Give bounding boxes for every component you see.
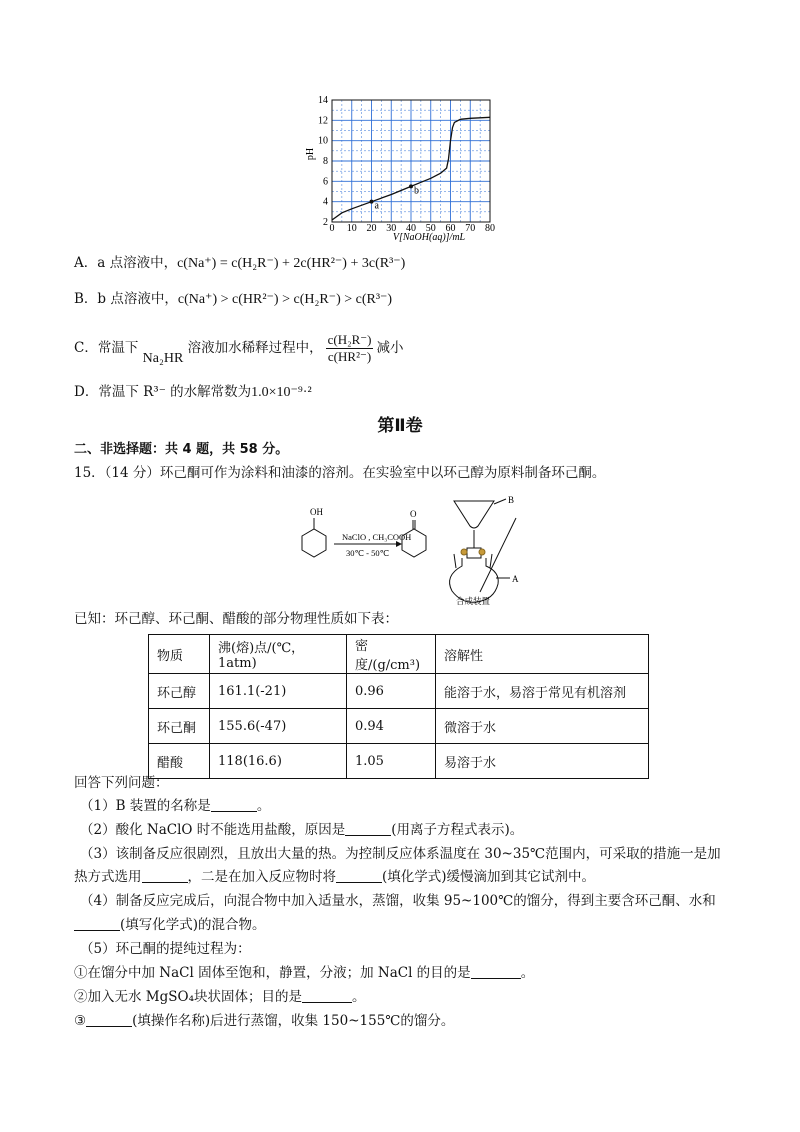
titration-chart (296, 92, 500, 244)
chart-points (370, 184, 420, 211)
answer-blank[interactable] (86, 1012, 132, 1027)
table-cell: 0.96 (347, 674, 436, 709)
table-cell: 环己醇 (149, 674, 210, 709)
fraction-numerator: c(H₂R⁻) (327, 332, 372, 347)
x-tick-label: 70 (465, 223, 476, 234)
y-tick-label: 6 (323, 176, 328, 188)
apparatus-caption: 合成装置 (456, 597, 491, 606)
option-d-label: D．常温下 R³⁻ 的水解常数为 (74, 384, 252, 400)
x-tick-label: 60 (445, 223, 456, 234)
table-cell: 1.05 (347, 744, 436, 779)
table-header-cell: 溶解性 (436, 635, 649, 674)
section-subtitle: 二、非选择题：共 4 题，共 58 分。 (74, 442, 289, 457)
answer-blank[interactable] (211, 797, 257, 812)
question-2-text: （2）酸化 NaClO 时不能选用盐酸，原因是 (80, 822, 346, 838)
option-c-fraction (326, 332, 374, 365)
x-tick-label: 0 (329, 223, 335, 234)
table-row (149, 744, 649, 779)
point-b (409, 184, 413, 188)
y-tick-label: 8 (323, 156, 328, 167)
option-a-formula: c(Na⁺) = c(H₂R⁻) + 2c(HR²⁻) + 3c(R³⁻) (177, 256, 406, 271)
point-label-b: b (414, 185, 419, 197)
synthesis-apparatus (450, 499, 516, 602)
option-b-formula: c(Na⁺) > c(HR²⁻) > c(H₂R⁻) > c(R³⁻) (177, 292, 393, 307)
x-tick-label: 30 (386, 223, 397, 234)
chart-ylabel: pH (305, 147, 316, 161)
step-1-end: 。 (520, 965, 535, 981)
fraction-denominator: c(HR²⁻) (327, 349, 372, 364)
table-cell: 醋酸 (149, 744, 210, 779)
table-cell: 0.94 (347, 709, 436, 744)
table-cell: 161.1(-21) (210, 674, 347, 709)
section-title: 第Ⅱ卷 (377, 416, 423, 436)
y-tick-label: 4 (323, 196, 328, 208)
question-3-text-2: ，二是在加入反应物时将 (187, 869, 336, 885)
step-2 (74, 987, 365, 1007)
answer-blank[interactable] (345, 821, 391, 836)
question-4-cont (74, 915, 266, 935)
apparatus-b-label: B (508, 496, 515, 505)
x-tick-label: 20 (366, 223, 377, 234)
table-cell: 微溶于水 (436, 709, 649, 744)
question-4: （4）制备反应完成后，向混合物中加入适量水，蒸馏，收集 95~100℃的馏分，得到主要含环己酮、水和 (80, 893, 716, 909)
option-c-tail: 减小 (376, 340, 404, 356)
question-3-text-1: 热方式选用 (74, 869, 142, 885)
x-tick-label: 40 (406, 223, 416, 234)
option-b-label: B．b 点溶液中， (74, 291, 178, 307)
step-1-text: ①在馏分中加 NaCl 固体至饱和，静置，分液；加 NaCl 的目的是 (74, 965, 471, 981)
x-tick-label: 10 (346, 223, 357, 234)
option-a (74, 253, 405, 274)
step-3-text: (填操作名称)后进行蒸馏，收集 150~155℃的馏分。 (132, 1013, 455, 1029)
table-row (149, 709, 649, 744)
y-tick-label: 10 (318, 135, 328, 147)
table-row (149, 674, 649, 709)
option-c-label: C．常温下 (74, 340, 139, 356)
temperature-label: 30℃ - 50℃ (346, 548, 390, 558)
table-header-cell: 沸(熔)点/(℃，1atm) (210, 635, 347, 674)
option-d-value: 1.0×10⁻⁹·² (251, 385, 312, 400)
table-cell: 118(16.6) (210, 744, 347, 779)
table-cell: 能溶于水，易溶于常见有机溶剂 (436, 674, 649, 709)
reaction-scheme (284, 496, 524, 606)
question-3-cont (74, 867, 595, 887)
o-label: O (410, 509, 417, 519)
question-3: （3）该制备反应很剧烈，且放出大量的热。为控制反应体系温度在 30~35℃范围内，可采取的措施一是加 (80, 846, 721, 862)
table-header-cell: 物质 (149, 635, 210, 674)
step-3 (74, 1011, 454, 1031)
table-header-cell: 密度/(g/cm³) (347, 635, 436, 674)
answer-blank[interactable] (336, 868, 382, 883)
x-tick-label: 80 (485, 223, 495, 234)
question-5: （5）环己酮的提纯过程为： (80, 941, 251, 957)
properties-table (148, 634, 649, 779)
table-cell: 环己酮 (149, 709, 210, 744)
option-a-label: A．a 点溶液中， (74, 255, 178, 271)
option-c (74, 326, 403, 370)
chart-xlabel: V[NaOH(aq)]/mL (392, 232, 466, 243)
reagents-label: NaClO , CH₃COOH (342, 532, 412, 542)
table-header-row (149, 635, 649, 674)
step-2-end: 。 (351, 989, 366, 1005)
table-cell: 155.6(-47) (210, 709, 347, 744)
point-a (370, 200, 374, 204)
question-3-text-3: (填化学式)缓慢滴加到其它试剂中。 (382, 869, 596, 885)
step-1 (74, 963, 534, 983)
answer-prompt: 回答下列问题： (74, 775, 169, 791)
question-1-end: 。 (256, 798, 271, 814)
step-3-marker: ③ (74, 1013, 87, 1029)
answer-blank[interactable] (302, 988, 352, 1003)
question-4-text: (填写化学式)的混合物。 (120, 917, 266, 933)
known-text: 已知：环己醇、环己酮、醋酸的部分物理性质如下表： (74, 611, 398, 627)
cyclohexanol-structure (302, 518, 326, 557)
chart-ticks (318, 95, 495, 234)
apparatus-a-label: A (512, 574, 519, 584)
question-1 (80, 796, 270, 816)
x-tick-label: 50 (425, 223, 436, 234)
y-tick-label: 12 (318, 115, 328, 127)
point-label-a: a (374, 200, 379, 212)
oh-label: OH (310, 507, 323, 517)
question-2-end: (用离子方程式表示)。 (391, 822, 524, 838)
y-tick-label: 14 (318, 95, 328, 106)
option-b (74, 289, 392, 310)
y-tick-label: 2 (323, 217, 328, 228)
question-2 (80, 820, 523, 840)
table-cell: 易溶于水 (436, 744, 649, 779)
question-1-text: （1）B 装置的名称是 (80, 798, 211, 814)
option-c-mid: 溶液加水稀释过程中， (187, 340, 323, 356)
answer-blank[interactable] (74, 916, 120, 931)
answer-blank[interactable] (142, 868, 188, 883)
step-2-text: ②加入无水 MgSO₄块状固体；目的是 (74, 989, 302, 1005)
answer-blank[interactable] (471, 964, 521, 979)
option-c-reagent: Na₂HR (142, 351, 184, 366)
q15-intro: 15．（14 分）环己酮可作为涂料和油漆的溶剂。在实验室中以环己醇为原料制备环己酮。 (74, 465, 606, 481)
option-d (74, 382, 312, 403)
